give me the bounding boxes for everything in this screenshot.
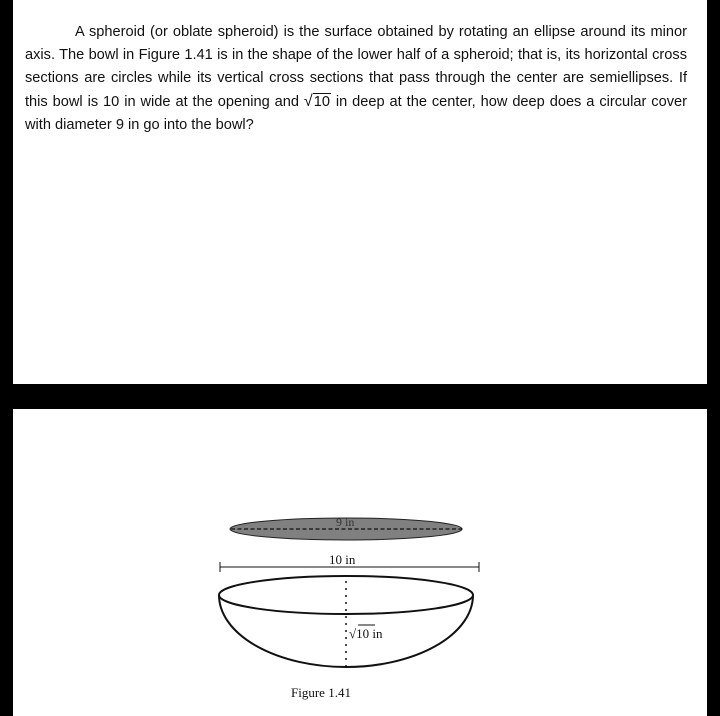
figure-panel	[13, 409, 707, 716]
depth-unit: in	[369, 626, 383, 641]
problem-text-part2: in deep at the center, how deep does a circular cover with diameter 9 in go into the bowl?	[25, 94, 687, 133]
problem-text-part1: A spheroid (or oblate spheroid) is the surface obtained by rotating an ellipse around its minor axis. The bowl in Figure 1.41 is in the shape of the lower half of a spheroid; that is, its horizontal cross sections are circles while its vertical cross sections that pass through the center are semiellipses. If this bowl is 10 in wide at the opening and	[25, 24, 687, 110]
cover-label: 9 in	[336, 515, 355, 529]
depth-label	[349, 626, 383, 641]
bowl-figure	[13, 409, 707, 716]
depth-radical-sign: √	[349, 626, 357, 641]
radical-sign: √	[303, 93, 313, 110]
depth-radicand: 10	[356, 626, 370, 641]
radicand-value: 10	[313, 94, 330, 110]
width-label: 10 in	[329, 552, 356, 567]
sqrt-10-expression	[304, 94, 331, 110]
problem-panel	[13, 0, 707, 384]
figure-caption: Figure 1.41	[291, 685, 351, 700]
problem-text	[25, 21, 687, 137]
